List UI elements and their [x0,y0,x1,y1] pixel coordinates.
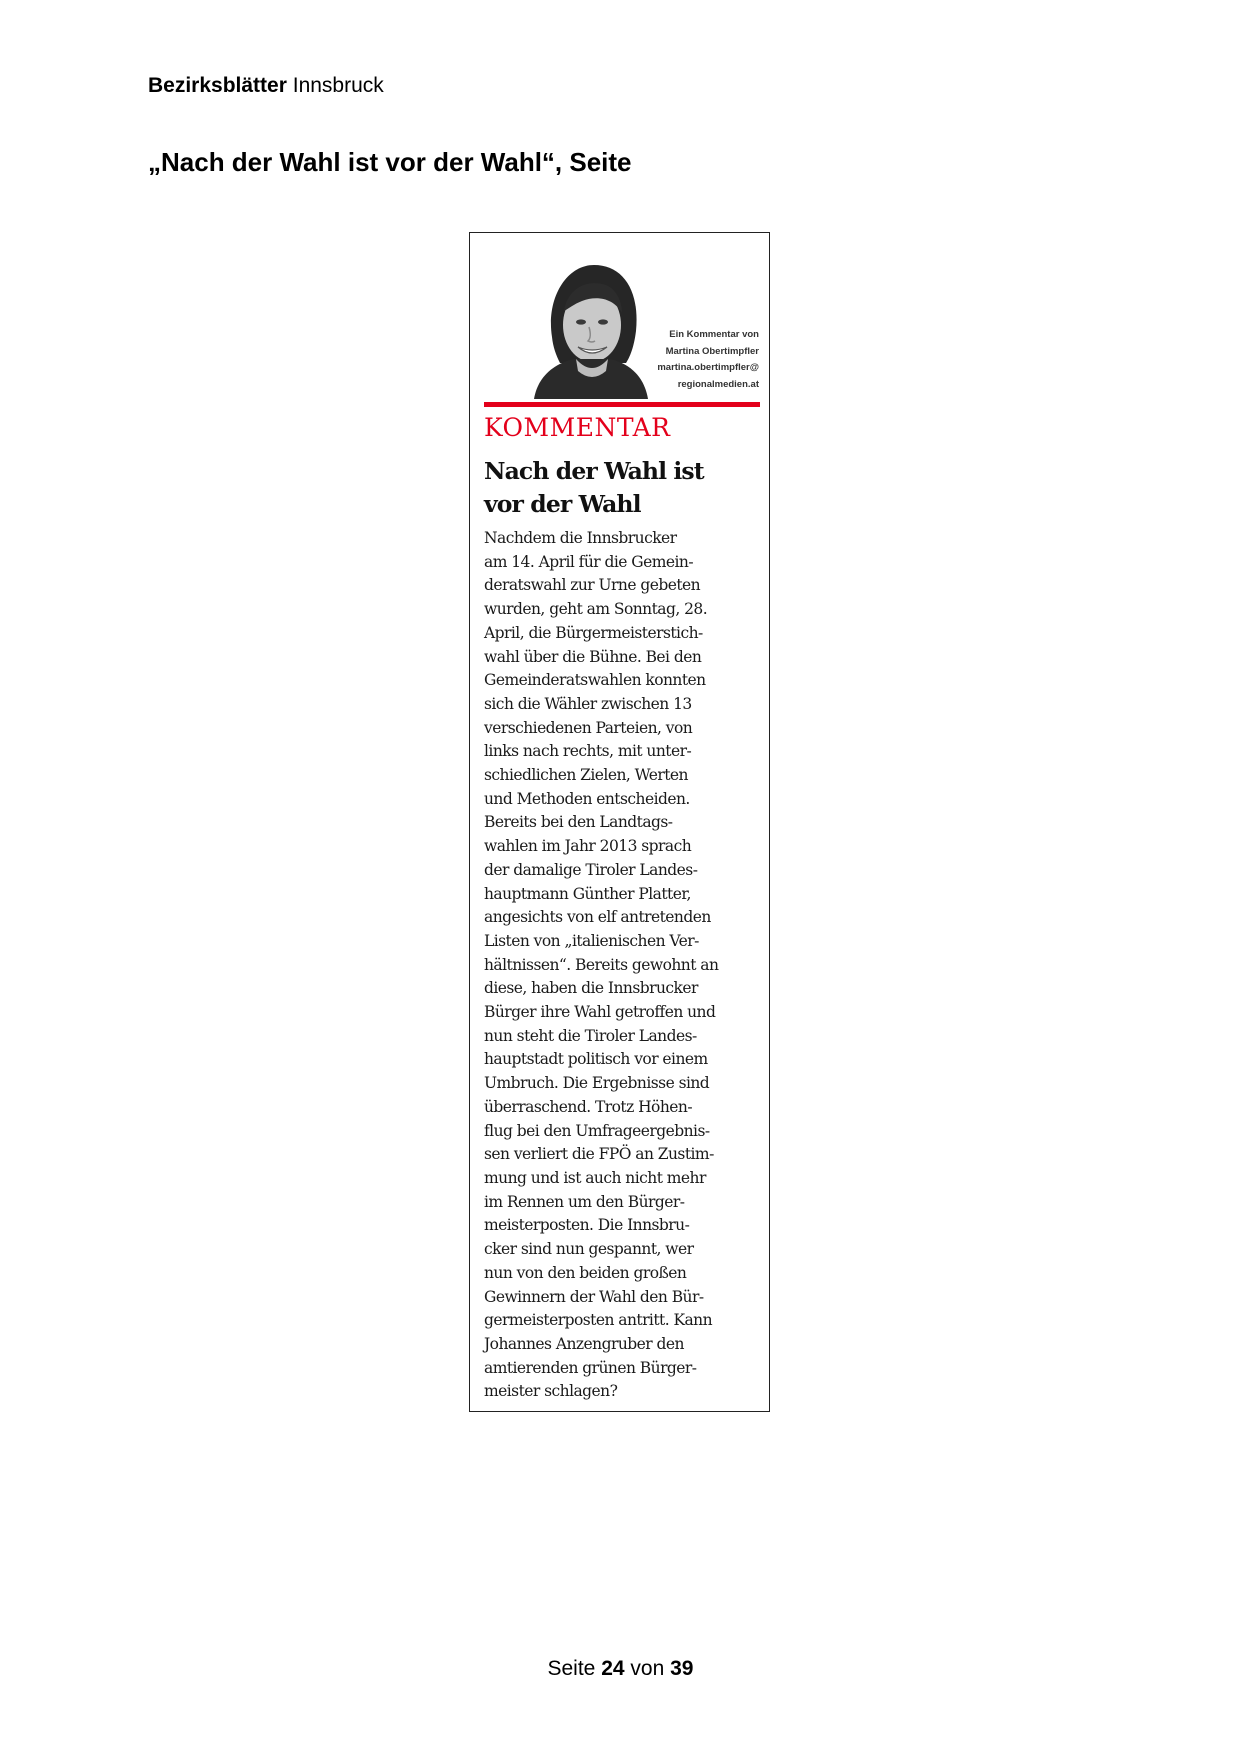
page-footer [0,1655,1241,1683]
article-body-line: hältnissen“. Bereits gewohnt an [484,955,719,974]
article-body-line: am 14. April für die Gemein- [484,552,694,571]
article-body-line: Nachdem die Innsbrucker [484,529,677,547]
article-body-line: germeisterposten antritt. Kann [484,1311,713,1330]
article-body-line: Gemeinderatswahlen konnten [484,671,706,690]
article-body-line: hauptmann Günther Platter, [484,884,691,903]
article-body-line: amtierenden grünen Bürger- [484,1358,697,1377]
article-body-line: und Methoden entscheiden. [484,789,690,808]
article-body-line: flug bei den Umfrageergebnis- [484,1121,710,1140]
article-body-line: sen verliert die FPÖ an Zustim- [484,1145,714,1164]
author-byline [619,327,759,393]
article-body-line: verschiedenen Parteien, von [484,718,693,737]
article-body-line: deratswahl zur Urne gebeten [484,576,701,595]
article-body-line: April, die Bürgermeisterstich- [484,623,703,642]
article-body-line: meister schlagen? [484,1382,618,1401]
article-body-line: Listen von „italienischen Ver- [484,931,699,950]
article-body-line: diese, haben die Innsbrucker [484,979,698,998]
section-label: KOMMENTAR [484,413,671,442]
article-body-line: der damalige Tiroler Landes- [484,860,698,879]
byline-email: martina.obertimpfler@ [657,362,759,373]
article-body-line: schiedlichen Zielen, Werten [484,766,688,785]
article-body-line: cker sind nun gespannt, wer [484,1240,694,1259]
article-body-line: überraschend. Trotz Höhen- [484,1097,693,1116]
article-body-line: sich die Wähler zwischen 13 [484,694,692,713]
footer-prefix: Seite [547,1657,596,1680]
article-body [484,527,768,1404]
article-body-line: nun von den beiden großen [484,1263,687,1282]
article-body-line: mung und ist auch nicht mehr [484,1168,706,1187]
headline-line: vor der Wahl [484,490,641,518]
article-body-line: links nach rechts, mit unter- [484,742,692,761]
article-body-line: angesichts von elf antretenden [484,908,711,927]
footer-middle: von [630,1657,665,1680]
article-body-line: wurden, geht am Sonntag, 28. [484,600,708,619]
article-body-line: hauptstadt politisch vor einem [484,1050,708,1069]
article-body-line: nun steht die Tiroler Landes- [484,1026,697,1045]
byline-author: Martina Obertimpfler [665,345,759,357]
article-body-line: wahl über die Bühne. Bei den [484,647,702,666]
current-page-number: 24 [601,1657,625,1680]
article-body-line: meisterposten. Die Innsbru- [484,1216,690,1235]
byline-email-domain: regionalmedien.at [677,378,759,390]
article-body-line: Bürger ihre Wahl getroffen und [484,1003,716,1022]
newspaper-clipping [469,232,770,1412]
publication-region: Innsbruck [292,74,384,97]
article-body-line: Johannes Anzengruber den [484,1334,684,1353]
article-headline [484,455,764,521]
article-body-line: wahlen im Jahr 2013 sprach [484,837,692,856]
article-body-line: im Rennen um den Bürger- [484,1192,685,1211]
article-body-line: Umbruch. Die Ergebnisse sind [484,1074,710,1093]
section-divider [484,402,760,407]
headline-line: Nach der Wahl ist [484,457,704,485]
byline-line: Ein Kommentar von [669,329,759,340]
article-body-line: Gewinnern der Wahl den Bür- [484,1287,704,1306]
total-pages-number: 39 [670,1657,694,1680]
publication-name: Bezirksblätter [148,74,287,97]
publication-header [148,72,384,100]
article-body-line: Bereits bei den Landtags- [484,813,673,832]
document-title: „Nach der Wahl ist vor der Wahl“, Seite [148,147,632,177]
